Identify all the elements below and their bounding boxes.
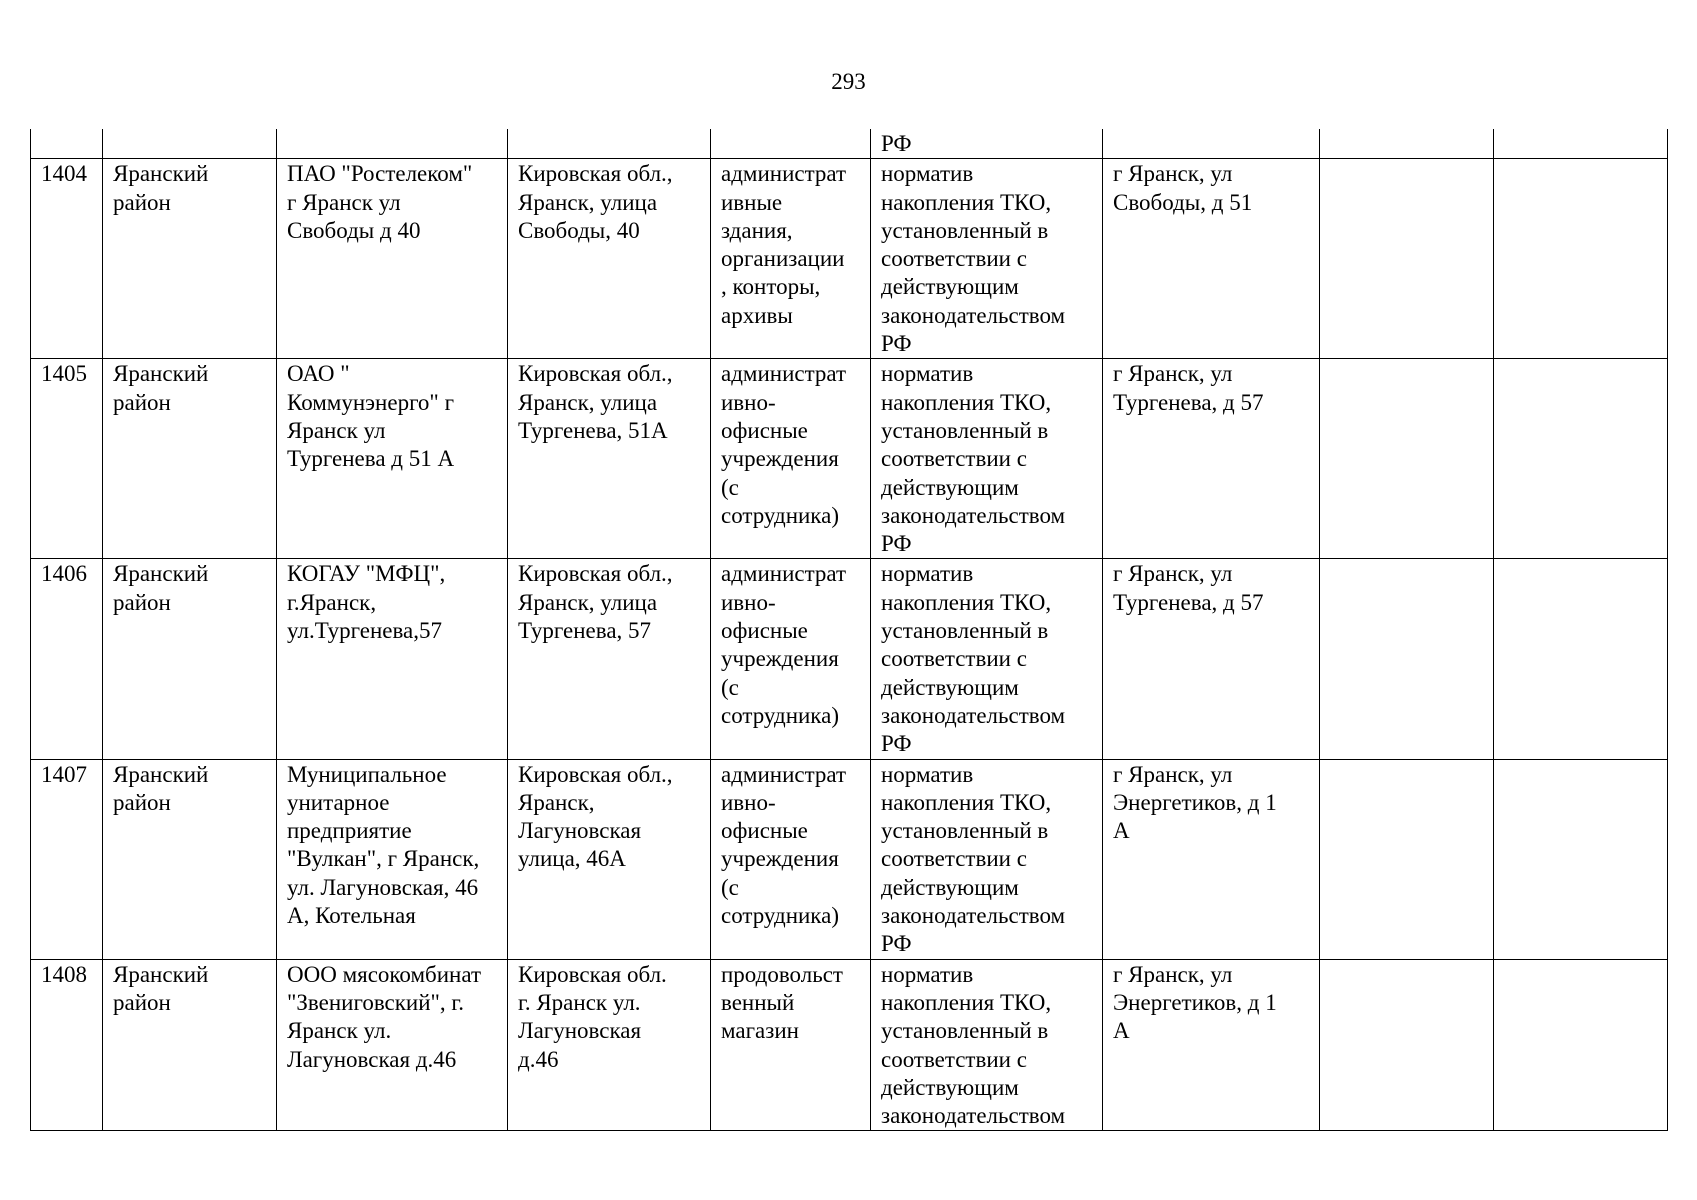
cell-address: Кировская обл. г. Яранск ул. Лагуновская д.46 <box>508 959 711 1131</box>
cell-district: Яранский район <box>103 159 277 359</box>
cell-extra-1 <box>1320 759 1494 959</box>
cell-site <box>1103 129 1320 159</box>
cell-site: г Яранск, ул Тургенева, д 57 <box>1103 359 1320 559</box>
cell-extra-1 <box>1320 359 1494 559</box>
cell-organization <box>277 129 508 159</box>
cell-category: администрат ивно- офисные учреждения (с сотрудника) <box>711 759 871 959</box>
cell-num: 1404 <box>31 159 103 359</box>
cell-category: администрат ивно- офисные учреждения (с сотрудника) <box>711 559 871 759</box>
cell-district: Яранский район <box>103 759 277 959</box>
cell-extra-2 <box>1494 359 1668 559</box>
cell-extra-1 <box>1320 559 1494 759</box>
cell-site: г Яранск, ул Энергетиков, д 1 А <box>1103 759 1320 959</box>
cell-address: Кировская обл., Яранск, Лагуновская улица, 46А <box>508 759 711 959</box>
cell-norm: норматив накопления ТКО, установленный в соответствии с действующим законодательством РФ <box>871 759 1103 959</box>
cell-category: продовольст венный магазин <box>711 959 871 1131</box>
cell-num <box>31 129 103 159</box>
cell-organization: ПАО "Ростелеком" г Яранск ул Свободы д 40 <box>277 159 508 359</box>
cell-district: Яранский район <box>103 359 277 559</box>
cell-extra-1 <box>1320 129 1494 159</box>
cell-extra-2 <box>1494 159 1668 359</box>
cell-district: Яранский район <box>103 959 277 1131</box>
cell-district <box>103 129 277 159</box>
cell-extra-1 <box>1320 159 1494 359</box>
cell-norm: норматив накопления ТКО, установленный в соответствии с действующим законодательством <box>871 959 1103 1131</box>
cell-organization: ООО мясокомбинат "Звениговский", г. Яранск ул. Лагуновская д.46 <box>277 959 508 1131</box>
cell-num: 1406 <box>31 559 103 759</box>
table-row-continued <box>31 129 1668 159</box>
cell-address <box>508 129 711 159</box>
waste-sites-table <box>30 129 1668 1131</box>
cell-address: Кировская обл., Яранск, улица Свободы, 40 <box>508 159 711 359</box>
cell-category <box>711 129 871 159</box>
table-row <box>31 959 1668 1131</box>
table-row <box>31 159 1668 359</box>
cell-address: Кировская обл., Яранск, улица Тургенева, 57 <box>508 559 711 759</box>
cell-extra-1 <box>1320 959 1494 1131</box>
table-row <box>31 559 1668 759</box>
cell-organization: ОАО " Коммунэнерго" г Яранск ул Тургенева д 51 А <box>277 359 508 559</box>
cell-norm: РФ <box>871 129 1103 159</box>
cell-organization: КОГАУ "МФЦ", г.Яранск, ул.Тургенева,57 <box>277 559 508 759</box>
cell-address: Кировская обл., Яранск, улица Тургенева, 51А <box>508 359 711 559</box>
cell-num: 1407 <box>31 759 103 959</box>
cell-num: 1405 <box>31 359 103 559</box>
cell-site: г Яранск, ул Энергетиков, д 1 А <box>1103 959 1320 1131</box>
cell-organization: Муниципальное унитарное предприятие "Вулкан", г Яранск, ул. Лагуновская, 46 А, Котельная <box>277 759 508 959</box>
cell-norm: норматив накопления ТКО, установленный в соответствии с действующим законодательством РФ <box>871 359 1103 559</box>
page-number: 293 <box>831 69 866 94</box>
cell-category: администрат ивные здания, организации , конторы, архивы <box>711 159 871 359</box>
table-row <box>31 359 1668 559</box>
cell-site: г Яранск, ул Тургенева, д 57 <box>1103 559 1320 759</box>
cell-norm: норматив накопления ТКО, установленный в соответствии с действующим законодательством РФ <box>871 159 1103 359</box>
cell-category: администрат ивно- офисные учреждения (с сотрудника) <box>711 359 871 559</box>
cell-norm: норматив накопления ТКО, установленный в соответствии с действующим законодательством РФ <box>871 559 1103 759</box>
cell-num: 1408 <box>31 959 103 1131</box>
cell-extra-2 <box>1494 959 1668 1131</box>
cell-district: Яранский район <box>103 559 277 759</box>
cell-extra-2 <box>1494 129 1668 159</box>
cell-site: г Яранск, ул Свободы, д 51 <box>1103 159 1320 359</box>
cell-extra-2 <box>1494 559 1668 759</box>
table-row <box>31 759 1668 959</box>
cell-extra-2 <box>1494 759 1668 959</box>
